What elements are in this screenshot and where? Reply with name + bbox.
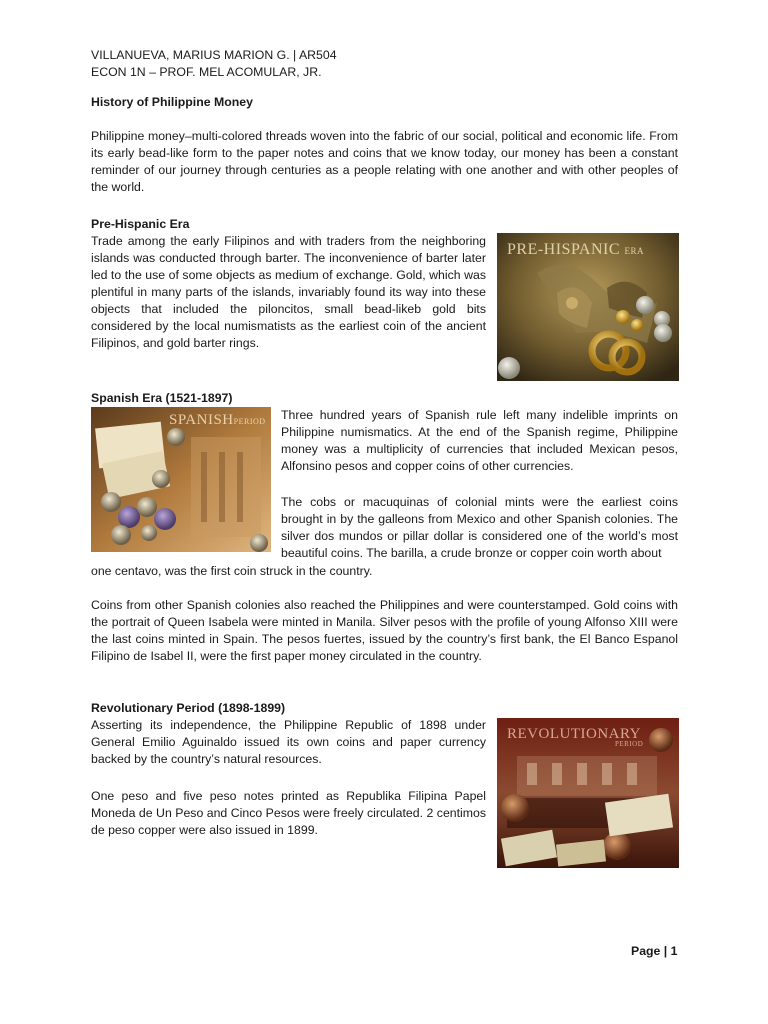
- spanish-image-caption: SPANISHPERIOD: [169, 412, 266, 428]
- spanish-paragraph-2-continued: one centavo, was the first coin struck in the country.: [91, 564, 373, 578]
- prehispanic-image: [497, 233, 679, 381]
- page-number: Page | 1: [631, 944, 678, 958]
- intro-paragraph: Philippine money–multi-colored threads woven into the fabric of our social, political and economic life. From its early bead-like form to the paper notes and coins that we know today, our money has been a constant reminder of our journey through centuries as a people relating with one another and with other peoples of the world.: [91, 129, 678, 194]
- spanish-paragraph-3: Coins from other Spanish colonies also reached the Philippines and were counterstamped. Gold coins with the portrait of Queen Isabela were minted in Manila. Silver pesos with the profile of young Alfonso XIII were the last coins minted in Spain. The pesos fuertes, issued by the country’s first bank, the El Banco Espanol Filipino de Isabel II, were the first paper money circulated in the country.: [91, 598, 678, 663]
- revolutionary-paragraph-1: Asserting its independence, the Philippine Republic of 1898 under General Emilio Aguinaldo issued its own coins and paper currency backed by the country’s natural resources.: [91, 718, 486, 766]
- spanish-heading: Spanish Era (1521-1897): [91, 391, 233, 405]
- prehispanic-heading: Pre-Hispanic Era: [91, 217, 190, 231]
- prehispanic-paragraph: Trade among the early Filipinos and with traders from the neighboring islands was conducted through barter. The inconvenience of barter later led to the use of some objects as medium of exchange. Gold, which was plentiful in many parts of the islands, invariably found its way into these objects that included the piloncitos, small bead-likeb gold bits considered by the local numismatists as the earliest coin of the ancient Filipinos, and gold barter rings.: [91, 234, 486, 350]
- spanish-image: [91, 407, 271, 552]
- revolutionary-heading: Revolutionary Period (1898-1899): [91, 701, 286, 715]
- document-title: History of Philippine Money: [91, 95, 253, 109]
- spanish-paragraph-2: The cobs or macuquinas of colonial mints were the earliest coins brought in by the galleons from Mexico and other Spanish colonies. The silver dos mundos or pillar dollar is considered one of the world’s most beautiful coins. The barilla, a crude bronze or copper coin worth about: [281, 495, 678, 560]
- revolutionary-image-caption: REVOLUTIONARY: [507, 726, 641, 742]
- prehispanic-image-caption: PRE-HISPANIC ERA: [507, 241, 644, 258]
- course-line: ECON 1N – PROF. MEL ACOMULAR, JR.: [91, 65, 322, 79]
- revolutionary-image: [497, 718, 679, 868]
- author-line: VILLANUEVA, MARIUS MARION G. | AR504: [91, 48, 337, 62]
- revolutionary-image-caption-small: PERIOD: [615, 740, 644, 748]
- spanish-paragraph-1: Three hundred years of Spanish rule left many indelible imprints on Philippine numismatics. At the end of the Spanish regime, Philippine money was a multiplicity of currencies that included Mexican pesos, Alfonsino pesos and copper coins of other currencies.: [281, 408, 678, 473]
- revolutionary-paragraph-2: One peso and five peso notes printed as Republika Filipina Papel Moneda de Un Peso and Cinco Pesos were freely circulated. 2 centimos de peso copper were also issued in 1899.: [91, 789, 486, 837]
